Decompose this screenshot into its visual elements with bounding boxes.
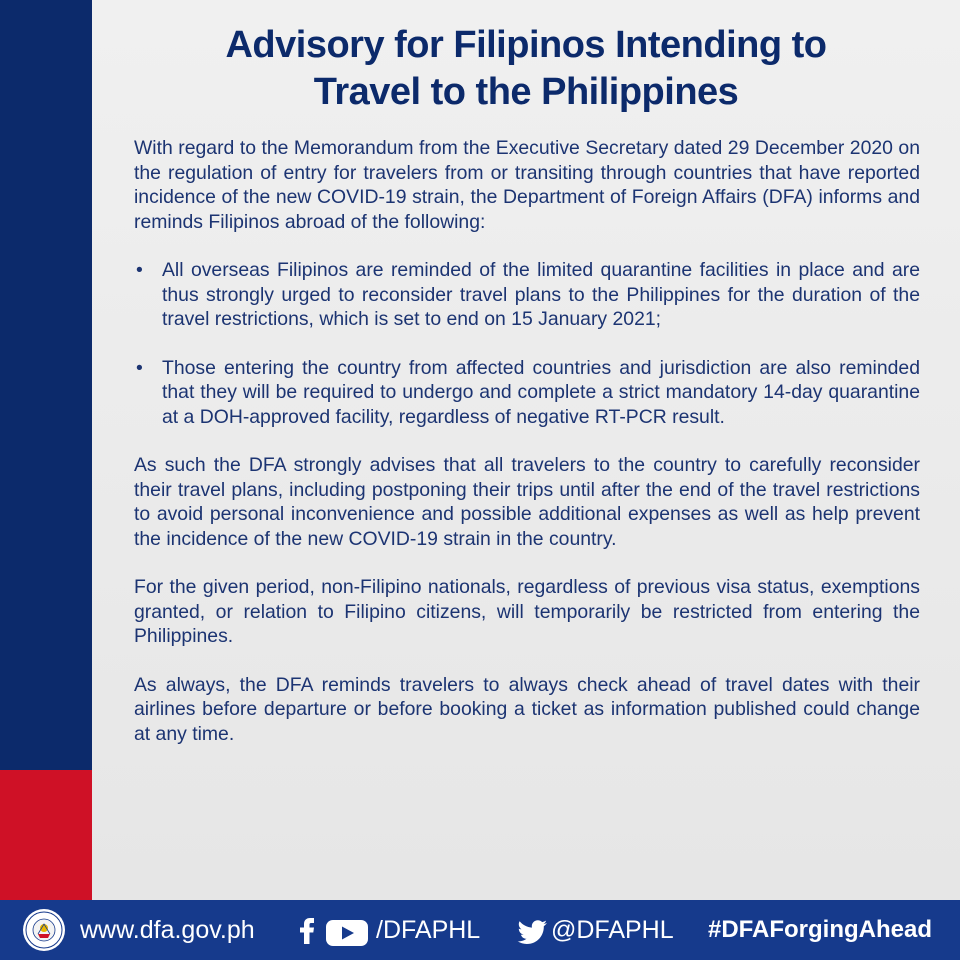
advisory-panel	[92, 0, 960, 900]
intro-paragraph: With regard to the Memorandum from the Executive Secretary dated 29 December 2020 on the regulation of entry for travelers from or transiting through countries that have reported incidence of the new COVID-19 strain, the Department of Foreign Affairs (DFA) informs and reminds Filipinos abroad of the following:	[134, 137, 920, 233]
footer-bar	[0, 900, 960, 960]
advisory-body	[134, 136, 920, 746]
facebook-youtube-handle[interactable]: /DFAPHL	[376, 916, 481, 944]
title-line-2: Travel to the Philippines	[313, 71, 739, 113]
list-item: • All overseas Filipinos are reminded of the limited quarantine facilities in place and are thus strongly urged to reconsider travel plans to the Philippines for the duration of the travel restrictions, which is set to end on 15 January 2021;	[134, 258, 920, 332]
facebook-icon[interactable]	[298, 918, 316, 944]
dfa-seal-icon	[22, 908, 66, 952]
advisory-title	[92, 22, 960, 116]
left-blue-stripe	[0, 0, 92, 770]
left-red-stripe	[0, 770, 92, 900]
hashtag[interactable]: #DFAForgingAhead	[708, 916, 933, 943]
title-line-1: Advisory for Filipinos Intending to	[225, 24, 827, 66]
twitter-handle[interactable]: @DFAPHL	[551, 916, 674, 944]
advice-paragraph: As such the DFA strongly advises that all travelers to the country to carefully reconsider their travel plans, including postponing their trips until after the end of the travel restrictions to avoid personal inconvenience and possible additional expenses as well as help prevent the incidence of the new COVID-19 strain in the country.	[134, 454, 920, 550]
list-item: • Those entering the country from affected countries and jurisdiction are also reminded that they will be required to undergo and complete a strict mandatory 14-day quarantine at a DOH-approved facility, regardless of negative RT-PCR result.	[134, 356, 920, 430]
non-filipino-paragraph: For the given period, non-Filipino nationals, regardless of previous visa status, exemptions granted, or relation to Filipino citizens, will temporarily be restricted from entering the Philippines.	[134, 576, 920, 647]
closing-paragraph: As always, the DFA reminds travelers to always check ahead of travel dates with their airlines before departure or before booking a ticket as information published could change at any time.	[134, 673, 920, 745]
website-link[interactable]: www.dfa.gov.ph	[80, 916, 255, 944]
twitter-icon[interactable]	[517, 920, 547, 946]
reminder-list	[134, 258, 920, 429]
youtube-icon[interactable]	[326, 920, 368, 946]
